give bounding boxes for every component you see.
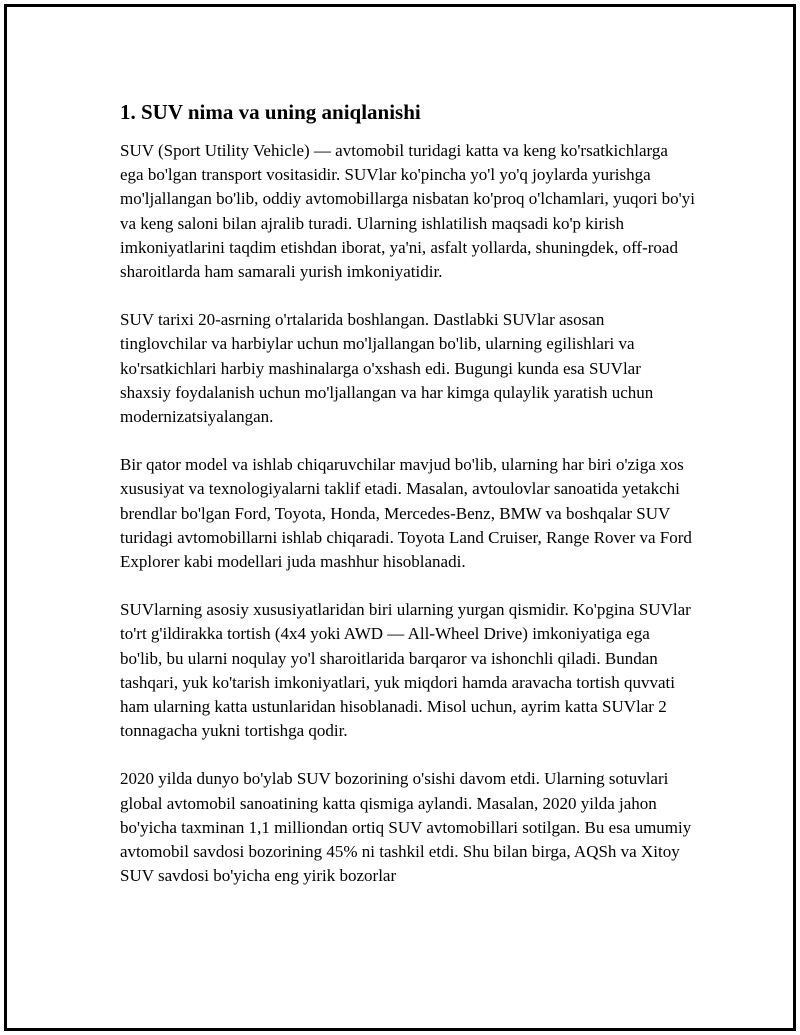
paragraph-definition: SUV (Sport Utility Vehicle) — avtomobil turidagi katta va keng ko'rsatkichlarga ega bo'lgan transport vositasidir. SUVlar ko'pincha yo'l yo'q joylarda yurishga mo'ljallangan bo'lib, oddiy avtomobillarga nisbatan ko'proq o'lchamlari, yuqori bo'yi va keng saloni bilan ajralib turadi. Ularning ishlatilish maqsadi ko'p kirish imkoniyatlarini taqdim etishdan iborat, ya'ni, asfalt yollarda, shuningdek, off-road sharoitlarda ham samarali yurish imkoniyatidir.: [120, 141, 695, 282]
paragraph-market: 2020 yilda dunyo bo'ylab SUV bozorining o'sishi davom etdi. Ularning sotuvlari global avtomobil sanoatining katta qismiga aylandi. Masalan, 2020 yilda jahon bo'yicha taxminan 1,1 milliondan ortiq SUV avtomobillari sotilgan. Bu esa umumiy avtomobil savdosi bozorining 45% ni tashkil etdi. Shu bilan birga, AQSh va Xitoy SUV savdosi bo'yicha eng yirik bozorlar: [120, 769, 692, 886]
paragraph-history: SUV tarixi 20-asrning o'rtalarida boshlangan. Dastlabki SUVlar asosan tinglovchilar va harbiylar uchun mo'ljallangan bo'lib, ularning egilishlari va ko'rsatkichlari harbiy mashinalarga o'xshash edi. Bugungi kunda esa SUVlar shaxsiy foydalanish uchun mo'ljallangan va har kimga qulaylik yaratish uchun modernizatsiyalangan.: [120, 310, 654, 427]
paragraph-manufacturers: Bir qator model va ishlab chiqaruvchilar mavjud bo'lib, ularning har biri o'ziga xos xususiyat va texnologiyalarni taklif etadi. Masalan, avtoulovlar sanoatida yetakchi brendlar bo'lgan Ford, Toyota, Honda, Mercedes-Benz, BMW va boshqalar SUV turidagi avtomobillarni ishlab chiqaradi. Toyota Land Cruiser, Range Rover va Ford Explorer kabi modellari juda mashhur hisoblanadi.: [120, 455, 692, 572]
page-frame: [4, 4, 796, 1031]
section-heading: 1. SUV nima va uning aniqlanishi: [120, 100, 421, 124]
document-body: [120, 97, 695, 912]
paragraph-features: SUVlarning asosiy xususiyatlaridan biri ularning yurgan qismidir. Ko'pgina SUVlar to'rt g'ildirakka tortish (4x4 yoki AWD — All-Wheel Drive) imkoniyatiga ega bo'lib, bu ularni noqulay yo'l sharoitlarida barqaror va ishonchli qiladi. Bundan tashqari, yuk ko'tarish imkoniyatlari, yuk miqdori hamda aravacha tortish quvvati ham ularning katta ustunlaridan hisoblanadi. Misol uchun, ayrim katta SUVlar 2 tonnagacha yukni tortishga qodir.: [120, 600, 691, 741]
